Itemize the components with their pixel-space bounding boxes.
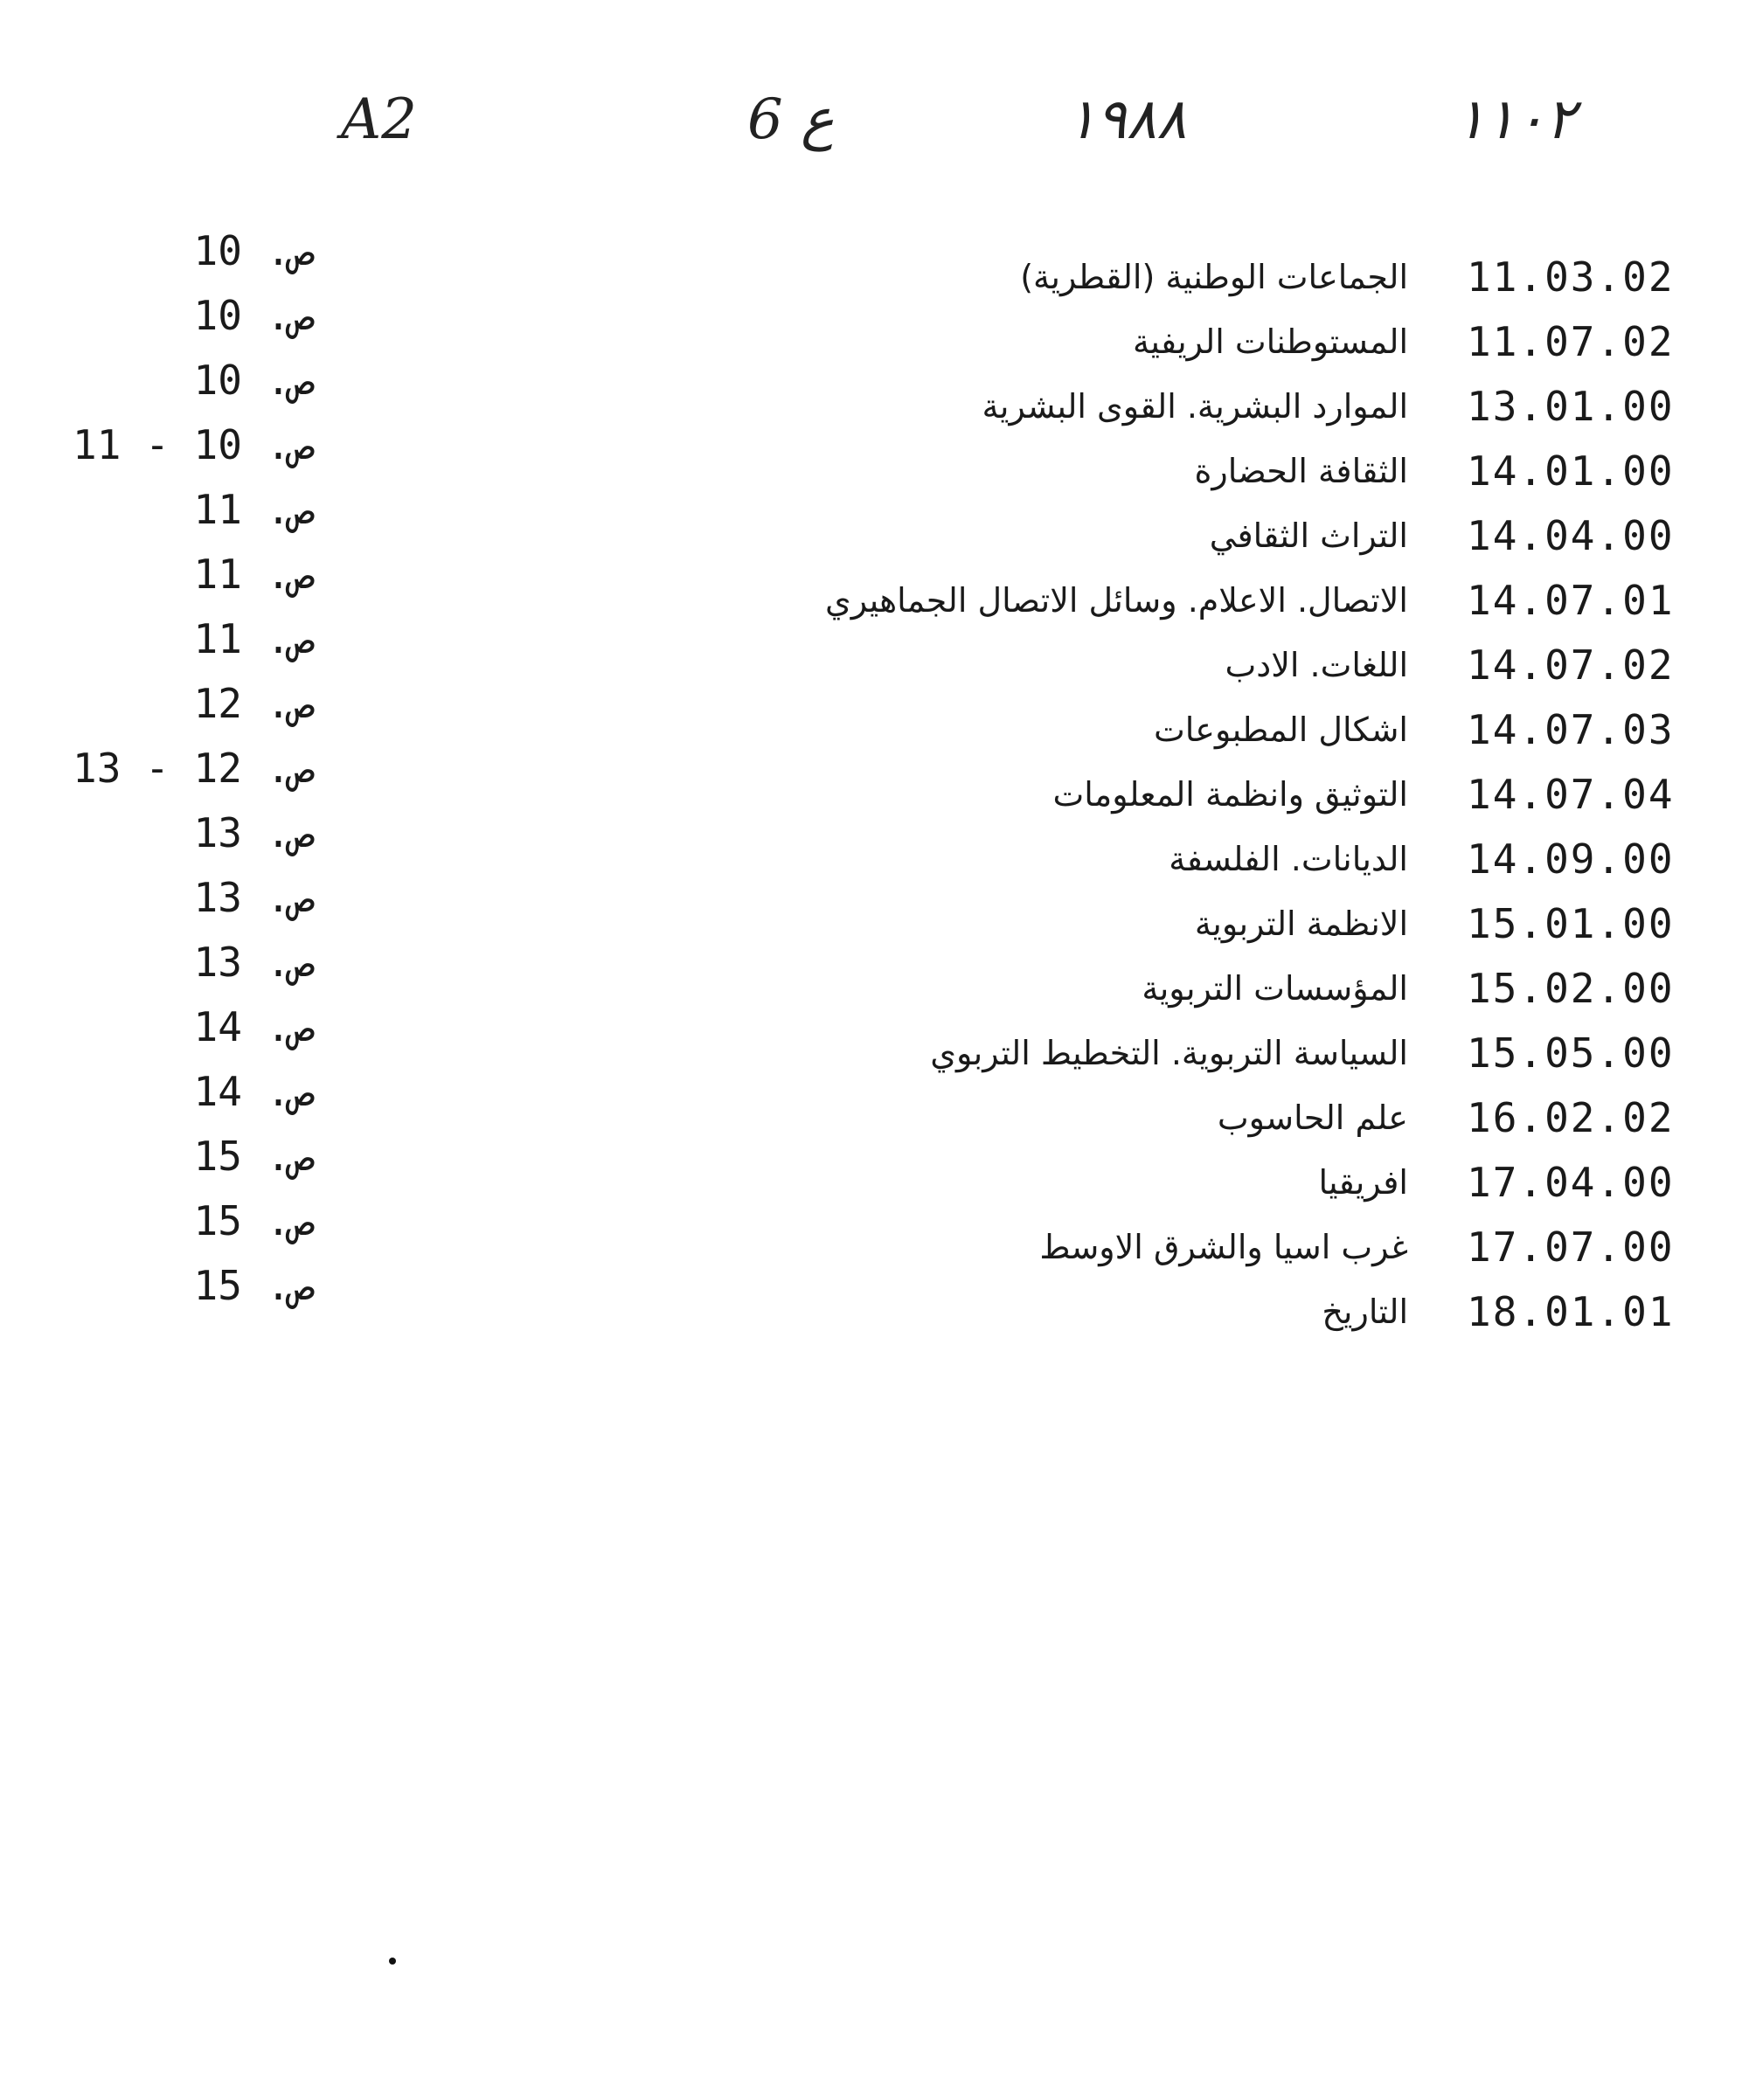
entry-title: المستوطنات الريفية — [1133, 322, 1408, 361]
entry-page-ref: ص. 11 — [193, 615, 315, 662]
entry-code: 14.07.04 — [1467, 771, 1675, 818]
handwritten-code: A2 — [341, 87, 417, 152]
entry-code: 15.01.00 — [1467, 900, 1675, 947]
entry-title: الاتصال. الاعلام. وسائل الاتصال الجماهيري — [824, 581, 1408, 620]
entry-page-ref: ص. 12 - 13 — [73, 745, 315, 792]
entry-code: 15.02.00 — [1467, 965, 1675, 1012]
entry-title: السياسة التربوية. التخطيط التربوي — [930, 1034, 1408, 1072]
entry-title: غرب اسيا والشرق الاوسط — [1039, 1228, 1408, 1266]
entry-title: الموارد البشرية. القوى البشرية — [982, 387, 1408, 426]
handwritten-year: ١٩٨٨ — [1066, 87, 1187, 152]
entry-page-ref: ص. 13 — [193, 939, 315, 986]
entry-code: 15.05.00 — [1467, 1029, 1675, 1077]
entry-page-ref: ص. 14 — [193, 1003, 315, 1050]
entry-title: الانظمة التربوية — [1194, 904, 1408, 943]
entry-page-ref: ص. 15 — [193, 1197, 315, 1244]
entry-title: التاريخ — [1322, 1293, 1408, 1331]
entry-title: الثقافة الحضارة — [1194, 452, 1408, 490]
entry-page-ref: ص. 10 — [193, 292, 315, 339]
entry-code: 14.01.00 — [1467, 447, 1675, 495]
entry-code: 17.07.00 — [1467, 1223, 1675, 1271]
entry-page-ref: ص. 10 - 11 — [73, 421, 315, 468]
entry-code: 16.02.02 — [1467, 1094, 1675, 1141]
entry-page-ref: ص. 14 — [193, 1068, 315, 1115]
entry-page-ref: ص. 13 — [193, 874, 315, 921]
entry-page-ref: ص. 13 — [193, 809, 315, 856]
entry-code: 18.01.01 — [1467, 1288, 1675, 1335]
entry-code: 14.04.00 — [1467, 512, 1675, 559]
entry-title: اشكال المطبوعات — [1153, 710, 1408, 749]
entry-code: 17.04.00 — [1467, 1159, 1675, 1206]
entry-title: الجماعات الوطنية (القطرية) — [1020, 258, 1408, 296]
scan-mark — [389, 1958, 396, 1965]
entry-code: 14.09.00 — [1467, 835, 1675, 883]
index-entry — [0, 1262, 1749, 1344]
entry-code: 13.01.00 — [1467, 383, 1675, 430]
entry-page-ref: ص. 11 — [193, 551, 315, 598]
entry-code: 14.07.02 — [1467, 641, 1675, 689]
entry-page-ref: ص. 10 — [193, 227, 315, 274]
entry-page-ref: ص. 11 — [193, 486, 315, 533]
entry-code: 14.07.03 — [1467, 706, 1675, 753]
entry-page-ref: ص. 15 — [193, 1133, 315, 1180]
entry-title: اللغات. الادب — [1225, 646, 1408, 684]
entry-title: التراث الثقافي — [1209, 516, 1408, 555]
entry-title: التوثيق وانظمة المعلومات — [1052, 775, 1408, 814]
handwritten-volume: ع 6 — [747, 87, 835, 152]
entry-title: المؤسسات التربوية — [1142, 969, 1408, 1008]
handwritten-note: ١١٠٢ — [1455, 87, 1576, 152]
entry-title: علم الحاسوب — [1217, 1099, 1408, 1137]
entry-title: افريقيا — [1318, 1163, 1408, 1202]
entry-code: 14.07.01 — [1467, 577, 1675, 624]
entry-page-ref: ص. 10 — [193, 357, 315, 404]
entry-code: 11.07.02 — [1467, 318, 1675, 365]
entry-title: الديانات. الفلسفة — [1169, 840, 1408, 878]
entry-page-ref: ص. 15 — [193, 1262, 315, 1309]
index-list — [0, 227, 1749, 1344]
entry-page-ref: ص. 12 — [193, 680, 315, 727]
entry-code: 11.03.02 — [1467, 253, 1675, 301]
